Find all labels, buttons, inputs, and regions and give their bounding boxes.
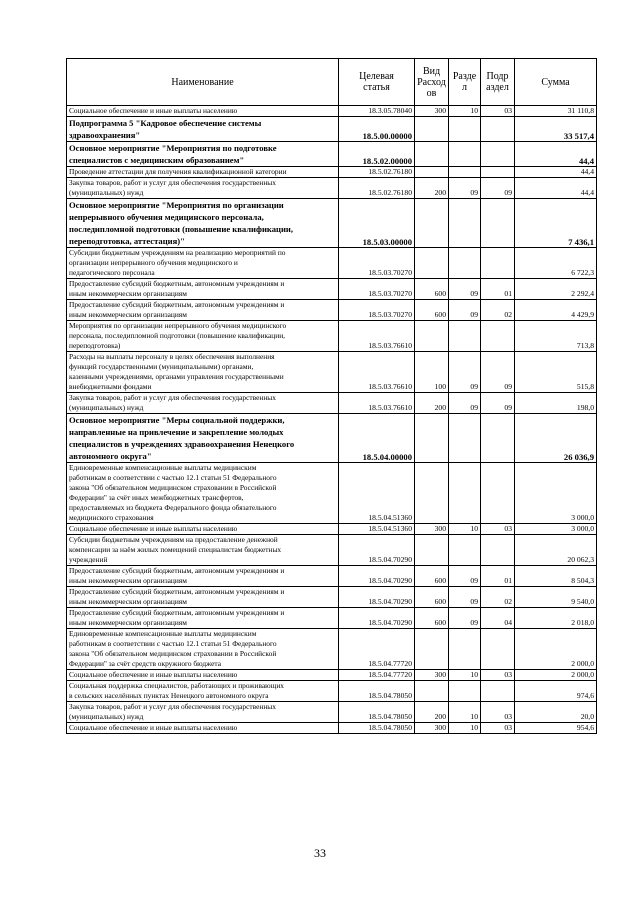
header-expense-type: Вид Расход ов [415, 59, 449, 106]
row-subsection: 09 [481, 393, 515, 414]
row-target-article: 18.5.04.51360 [339, 463, 415, 524]
row-subsection [481, 321, 515, 352]
row-subsection: 03 [481, 524, 515, 535]
row-sum: 26 036,9 [515, 414, 597, 463]
table-header-row [67, 59, 597, 106]
row-expense-type: 600 [415, 300, 449, 321]
row-target-article: 18.5.02.76180 [339, 178, 415, 199]
row-section [449, 681, 481, 702]
row-name: Субсидии бюджетным учреждениям на предоставление денежной компенсации за наём жилых помещений специалистам бюджетных учреждений [67, 535, 339, 566]
row-sum: 3 000,0 [515, 463, 597, 524]
row-name: Расходы на выплаты персоналу в целях обеспечения выполнения функций государственными (муниципальными) органами, казенными учреждениями, органами управления государственными внебюджетными фондами [67, 352, 339, 393]
row-target-article: 18.5.04.77720 [339, 629, 415, 670]
table-body [67, 106, 597, 734]
row-target-article: 18.3.05.78040 [339, 106, 415, 117]
row-name: Единовременные компенсационные выплаты медицинским работникам в соответствии с частью 12.1 статьи 51 Федерального закона "Об обязательном медицинском страховании в Российской Федерации" за счёт средств окружного бюджета [67, 629, 339, 670]
row-expense-type [415, 248, 449, 279]
row-section [449, 167, 481, 178]
row-name: Закупка товаров, работ и услуг для обеспечения государственных (муниципальных) нужд [67, 702, 339, 723]
row-expense-type [415, 117, 449, 142]
table-row [67, 199, 597, 248]
row-section [449, 199, 481, 248]
row-name: Закупка товаров, работ и услуг для обеспечения государственных (муниципальных) нужд [67, 393, 339, 414]
row-name: Социальное обеспечение и иные выплаты населению [67, 670, 339, 681]
row-section: 09 [449, 587, 481, 608]
table-row [67, 321, 597, 352]
row-target-article: 18.5.02.76180 [339, 167, 415, 178]
row-subsection: 02 [481, 300, 515, 321]
header-target-article: Целевая статья [339, 59, 415, 106]
row-sum: 20,0 [515, 702, 597, 723]
table-row [67, 352, 597, 393]
row-subsection: 03 [481, 670, 515, 681]
row-sum: 44,4 [515, 178, 597, 199]
row-name: Социальное обеспечение и иные выплаты населению [67, 524, 339, 535]
row-name: Социальное обеспечение и иные выплаты населению [67, 106, 339, 117]
table-row [67, 248, 597, 279]
row-target-article: 18.5.04.70290 [339, 566, 415, 587]
row-sum: 515,8 [515, 352, 597, 393]
row-section: 09 [449, 279, 481, 300]
row-name: Мероприятия по организации непрерывного обучения медицинского персонала, последипломной подготовки (повышение квалификации, переподготовка) [67, 321, 339, 352]
table-row [67, 670, 597, 681]
row-expense-type [415, 321, 449, 352]
row-section: 10 [449, 106, 481, 117]
table-row [67, 393, 597, 414]
row-expense-type: 200 [415, 393, 449, 414]
table-row [67, 535, 597, 566]
row-section: 09 [449, 566, 481, 587]
row-section [449, 321, 481, 352]
header-subsection: Подр аздел [481, 59, 515, 106]
row-sum: 713,8 [515, 321, 597, 352]
row-expense-type: 100 [415, 352, 449, 393]
row-target-article: 18.5.03.70270 [339, 300, 415, 321]
row-name: Предоставление субсидий бюджетным, автономным учреждениям и иным некоммерческим организациям [67, 587, 339, 608]
row-expense-type: 300 [415, 106, 449, 117]
row-section: 09 [449, 608, 481, 629]
row-target-article: 18.5.02.00000 [339, 142, 415, 167]
row-target-article: 18.5.00.00000 [339, 117, 415, 142]
row-expense-type [415, 142, 449, 167]
row-subsection [481, 463, 515, 524]
row-name: Закупка товаров, работ и услуг для обеспечения государственных (муниципальных) нужд [67, 178, 339, 199]
row-subsection: 03 [481, 723, 515, 734]
table-row [67, 106, 597, 117]
row-subsection: 03 [481, 106, 515, 117]
row-name: Подпрограмма 5 "Кадровое обеспечение системы здравоохранения" [67, 117, 339, 142]
row-target-article: 18.5.03.70270 [339, 248, 415, 279]
row-section: 09 [449, 300, 481, 321]
row-name: Социальное обеспечение и иные выплаты населению [67, 723, 339, 734]
row-subsection [481, 681, 515, 702]
table-row [67, 608, 597, 629]
row-expense-type [415, 463, 449, 524]
row-section [449, 463, 481, 524]
row-target-article: 18.5.03.76610 [339, 321, 415, 352]
row-target-article: 18.5.04.00000 [339, 414, 415, 463]
row-section [449, 117, 481, 142]
row-section [449, 142, 481, 167]
row-section: 10 [449, 524, 481, 535]
row-section: 10 [449, 723, 481, 734]
row-name: Единовременные компенсационные выплаты медицинским работникам в соответствии с частью 12.1 статьи 51 Федерального закона "Об обязательном медицинском страховании в Российской Федерации" за счёт иных межбюджетных трансфертов, предоставляемых из бюджета Федерального фонда обязательного медицинского страхования [67, 463, 339, 524]
row-section [449, 414, 481, 463]
row-sum: 6 722,3 [515, 248, 597, 279]
row-subsection: 01 [481, 566, 515, 587]
row-expense-type [415, 167, 449, 178]
row-subsection [481, 167, 515, 178]
row-subsection: 04 [481, 608, 515, 629]
row-expense-type [415, 414, 449, 463]
table-row [67, 279, 597, 300]
row-subsection: 03 [481, 702, 515, 723]
table-row [67, 300, 597, 321]
row-target-article: 18.5.04.78050 [339, 702, 415, 723]
row-subsection [481, 629, 515, 670]
header-name: Наименование [67, 59, 339, 106]
table-row [67, 167, 597, 178]
row-expense-type: 600 [415, 608, 449, 629]
table-row [67, 524, 597, 535]
row-target-article: 18.5.04.70290 [339, 535, 415, 566]
row-target-article: 18.5.03.76610 [339, 352, 415, 393]
table-row [67, 587, 597, 608]
row-sum: 954,6 [515, 723, 597, 734]
row-subsection [481, 248, 515, 279]
row-sum: 2 000,0 [515, 629, 597, 670]
row-target-article: 18.5.03.76610 [339, 393, 415, 414]
row-section: 09 [449, 352, 481, 393]
row-target-article: 18.5.04.78050 [339, 723, 415, 734]
row-sum: 44,4 [515, 167, 597, 178]
header-section: Разде л [449, 59, 481, 106]
row-target-article: 18.5.04.77720 [339, 670, 415, 681]
row-sum: 2 000,0 [515, 670, 597, 681]
row-name: Основное мероприятие "Меры социальной поддержки, направленные на привлечение и закрепление молодых специалистов в учреждениях здравоохранения Ненецкого автономного округа" [67, 414, 339, 463]
row-sum: 2 292,4 [515, 279, 597, 300]
row-subsection [481, 414, 515, 463]
row-target-article: 18.5.04.51360 [339, 524, 415, 535]
table-row [67, 414, 597, 463]
row-name: Предоставление субсидий бюджетным, автономным учреждениям и иным некоммерческим организациям [67, 300, 339, 321]
row-sum: 9 540,0 [515, 587, 597, 608]
table-row [67, 566, 597, 587]
row-name: Основное мероприятие "Мероприятия по подготовке специалистов с медицинским образованием" [67, 142, 339, 167]
row-section [449, 535, 481, 566]
row-expense-type [415, 535, 449, 566]
row-subsection [481, 117, 515, 142]
row-subsection: 09 [481, 352, 515, 393]
row-expense-type: 300 [415, 524, 449, 535]
row-sum: 31 110,8 [515, 106, 597, 117]
row-sum: 3 000,0 [515, 524, 597, 535]
row-expense-type: 600 [415, 587, 449, 608]
table-row [67, 178, 597, 199]
budget-table [66, 58, 597, 734]
row-section: 10 [449, 670, 481, 681]
row-target-article: 18.5.03.00000 [339, 199, 415, 248]
row-subsection [481, 142, 515, 167]
row-section [449, 629, 481, 670]
row-target-article: 18.5.03.70270 [339, 279, 415, 300]
row-target-article: 18.5.04.70290 [339, 608, 415, 629]
row-section: 09 [449, 393, 481, 414]
row-name: Предоставление субсидий бюджетным, автономным учреждениям и иным некоммерческим организациям [67, 279, 339, 300]
row-expense-type [415, 681, 449, 702]
row-sum: 20 062,3 [515, 535, 597, 566]
page-number: 33 [314, 846, 326, 860]
row-name: Социальная поддержка специалистов, работающих и проживающих в сельских населённых пунктах Ненецкого автономного округа [67, 681, 339, 702]
row-name: Субсидии бюджетным учреждениям на реализацию мероприятий по организации непрерывного обучения медицинского и педагогического персонала [67, 248, 339, 279]
row-sum: 198,0 [515, 393, 597, 414]
row-subsection [481, 535, 515, 566]
row-sum: 4 429,9 [515, 300, 597, 321]
row-expense-type: 200 [415, 702, 449, 723]
row-section: 09 [449, 178, 481, 199]
table-row [67, 463, 597, 524]
row-name: Основное мероприятие "Мероприятия по организации непрерывного обучения медицинского персонала, последипломной подготовки (повышение квалификации, переподготовка, аттестация)" [67, 199, 339, 248]
row-sum: 974,6 [515, 681, 597, 702]
row-sum: 2 018,0 [515, 608, 597, 629]
table-row [67, 117, 597, 142]
row-expense-type: 600 [415, 566, 449, 587]
row-subsection: 01 [481, 279, 515, 300]
row-subsection [481, 199, 515, 248]
row-section [449, 248, 481, 279]
row-target-article: 18.5.04.78050 [339, 681, 415, 702]
row-sum: 7 436,1 [515, 199, 597, 248]
table-row [67, 702, 597, 723]
table-row [67, 629, 597, 670]
row-target-article: 18.5.04.70290 [339, 587, 415, 608]
row-name: Предоставление субсидий бюджетным, автономным учреждениям и иным некоммерческим организациям [67, 566, 339, 587]
row-sum: 8 504,3 [515, 566, 597, 587]
row-expense-type [415, 629, 449, 670]
row-subsection: 09 [481, 178, 515, 199]
row-sum: 44,4 [515, 142, 597, 167]
table-row [67, 142, 597, 167]
row-expense-type: 300 [415, 723, 449, 734]
row-subsection: 02 [481, 587, 515, 608]
row-expense-type: 600 [415, 279, 449, 300]
row-expense-type [415, 199, 449, 248]
row-expense-type: 300 [415, 670, 449, 681]
row-name: Проведение аттестации для получения квалификационной категории [67, 167, 339, 178]
table-row [67, 723, 597, 734]
row-section: 10 [449, 702, 481, 723]
row-name: Предоставление субсидий бюджетным, автономным учреждениям и иным некоммерческим организациям [67, 608, 339, 629]
header-sum: Сумма [515, 59, 597, 106]
table-row [67, 681, 597, 702]
row-expense-type: 200 [415, 178, 449, 199]
row-sum: 33 517,4 [515, 117, 597, 142]
